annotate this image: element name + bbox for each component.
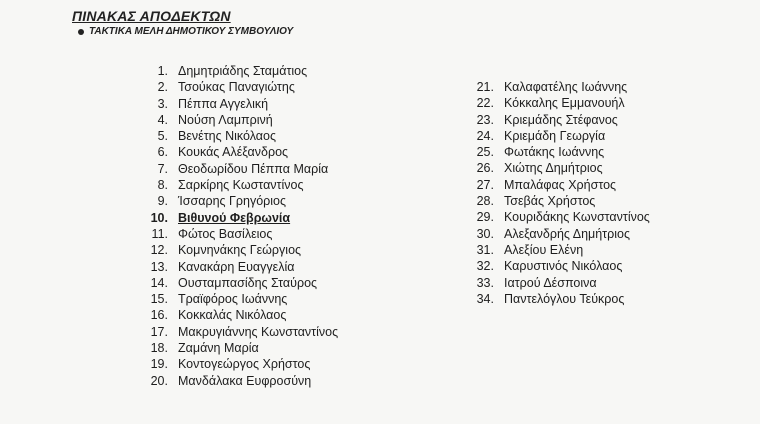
item-number: 13. — [150, 259, 168, 274]
recipient-name: Κομνηνάκης Γεώργιος — [178, 243, 302, 258]
item-number: 6. — [157, 145, 168, 160]
item-number: 5. — [157, 129, 168, 144]
list-item — [466, 242, 650, 258]
list-item — [466, 209, 650, 225]
recipient-name: Κουριδάκης Κωνσταντίνος — [504, 210, 650, 225]
item-number: 15. — [150, 292, 168, 307]
recipient-name: Πέππα Αγγελική — [178, 96, 269, 111]
list-item — [466, 177, 650, 193]
list-item — [138, 259, 338, 275]
recipient-name: Μακρυγιάννης Κωνσταντίνος — [178, 324, 339, 339]
list-item — [466, 160, 650, 176]
item-number: 24. — [476, 128, 494, 143]
list-item — [138, 161, 338, 177]
item-number: 30. — [476, 226, 494, 241]
recipient-name: Ιατρού Δέσποινα — [504, 275, 597, 290]
recipient-name: Τσεβάς Χρήστος — [504, 194, 596, 209]
recipient-name: Βενέτης Νικόλαος — [178, 129, 276, 144]
item-number: 26. — [476, 161, 494, 176]
item-number: 33. — [476, 275, 494, 290]
item-number: 1. — [157, 64, 168, 78]
list-item — [466, 193, 650, 209]
item-number: 28. — [476, 194, 494, 209]
recipient-name: Χιώτης Δημήτριος — [504, 161, 603, 176]
list-item — [138, 226, 338, 242]
item-number: 18. — [150, 341, 168, 356]
recipient-name: Κουκάς Αλέξανδρος — [178, 145, 289, 160]
recipient-name: Ίσσαρης Γρηγόριος — [178, 194, 287, 209]
recipient-name: Φωτάκης Ιωάννης — [504, 145, 605, 160]
list-item — [466, 144, 650, 160]
list-item — [466, 79, 650, 95]
item-number: 7. — [157, 161, 168, 176]
list-item — [466, 275, 650, 291]
list-item — [466, 128, 650, 144]
item-number: 17. — [150, 324, 168, 339]
item-number: 11. — [151, 226, 168, 241]
recipient-name: Μανδάλακα Ευφροσύνη — [178, 373, 312, 388]
item-number: 25. — [476, 145, 494, 160]
item-number: 8. — [157, 178, 168, 193]
item-number: 10. — [150, 210, 168, 225]
item-number: 21. — [476, 80, 494, 94]
list-item — [138, 96, 338, 112]
item-number: 2. — [157, 80, 168, 95]
list-item — [138, 177, 338, 193]
list-item — [466, 291, 650, 307]
recipient-list-right — [466, 79, 650, 307]
list-item — [138, 193, 338, 209]
bullet-icon — [78, 29, 84, 35]
list-item — [138, 324, 338, 340]
list-item — [138, 275, 338, 291]
recipient-name: Κοντογεώργος Χρήστος — [178, 357, 311, 372]
list-item — [466, 258, 650, 274]
list-item — [138, 340, 338, 356]
recipient-list-left — [138, 63, 338, 389]
item-number: 32. — [476, 259, 494, 274]
list-item — [466, 112, 650, 128]
item-number: 9. — [157, 194, 168, 209]
item-number: 16. — [150, 308, 168, 323]
item-number: 19. — [150, 357, 168, 372]
recipient-name: Νούση Λαμπρινή — [178, 112, 273, 127]
recipient-name: Τραϊφόρος Ιωάννης — [178, 292, 288, 307]
item-number: 3. — [157, 96, 168, 111]
recipient-name: Σαρκίρης Κωσταντίνος — [178, 178, 304, 193]
recipient-name: Παντελόγλου Τεύκρος — [504, 291, 625, 306]
recipient-name: Φώτος Βασίλειος — [178, 226, 273, 241]
recipient-name: Δημητριάδης Σταμάτιος — [178, 64, 308, 78]
section-subtitle — [78, 26, 293, 37]
recipient-name: Ζαμάνη Μαρία — [178, 341, 259, 356]
list-item — [138, 291, 338, 307]
list-item — [138, 210, 338, 226]
item-number: 27. — [476, 177, 494, 192]
list-item — [138, 242, 338, 258]
recipient-name: Αλεξανδρής Δημήτριος — [504, 226, 630, 241]
list-item — [138, 79, 338, 95]
item-number: 14. — [150, 275, 168, 290]
recipient-name: Κριεμάδη Γεωργία — [504, 128, 606, 143]
item-number: 23. — [476, 112, 494, 127]
recipient-name: Κόκκαλης Εμμανουήλ — [504, 96, 625, 111]
recipient-name: Βιθυνού Φεβρωνία — [178, 210, 291, 225]
list-item — [138, 112, 338, 128]
item-number: 31. — [476, 242, 494, 257]
recipient-name: Κριεμάδης Στέφανος — [504, 112, 618, 127]
recipient-name: Καρυστινός Νικόλαος — [504, 259, 623, 274]
list-item — [138, 356, 338, 372]
recipient-name: Αλεξίου Ελένη — [504, 242, 584, 257]
item-number: 34. — [476, 291, 494, 306]
recipient-name: Κοκκαλάς Νικόλαος — [178, 308, 287, 323]
item-number: 4. — [157, 112, 168, 127]
recipient-name: Τσούκας Παναγιώτης — [178, 80, 295, 95]
list-item — [138, 144, 338, 160]
recipient-name: Θεοδωρίδου Πέππα Μαρία — [178, 161, 329, 176]
recipient-name: Μπαλάφας Χρήστος — [504, 177, 617, 192]
item-number: 22. — [476, 96, 494, 111]
item-number: 29. — [476, 210, 494, 225]
list-item — [466, 226, 650, 242]
list-item — [138, 307, 338, 323]
list-item — [138, 373, 338, 389]
subtitle-label: ΤΑΚΤΙΚΑ ΜΕΛΗ ΔΗΜΟΤΙΚΟΥ ΣΥΜΒΟΥΛΙΟΥ — [89, 26, 294, 37]
list-item — [138, 63, 338, 79]
recipient-name: Καλαφατέλης Ιωάννης — [504, 80, 628, 94]
list-item — [138, 128, 338, 144]
item-number: 12. — [150, 243, 168, 258]
page-title: ΠΙΝΑΚΑΣ ΑΠΟΔΕΚΤΩΝ — [72, 8, 231, 24]
recipient-name: Ουσταμπασίδης Σταύρος — [178, 275, 318, 290]
list-item — [466, 95, 650, 111]
item-number: 20. — [150, 373, 168, 388]
recipient-name: Κανακάρη Ευαγγελία — [178, 259, 295, 274]
